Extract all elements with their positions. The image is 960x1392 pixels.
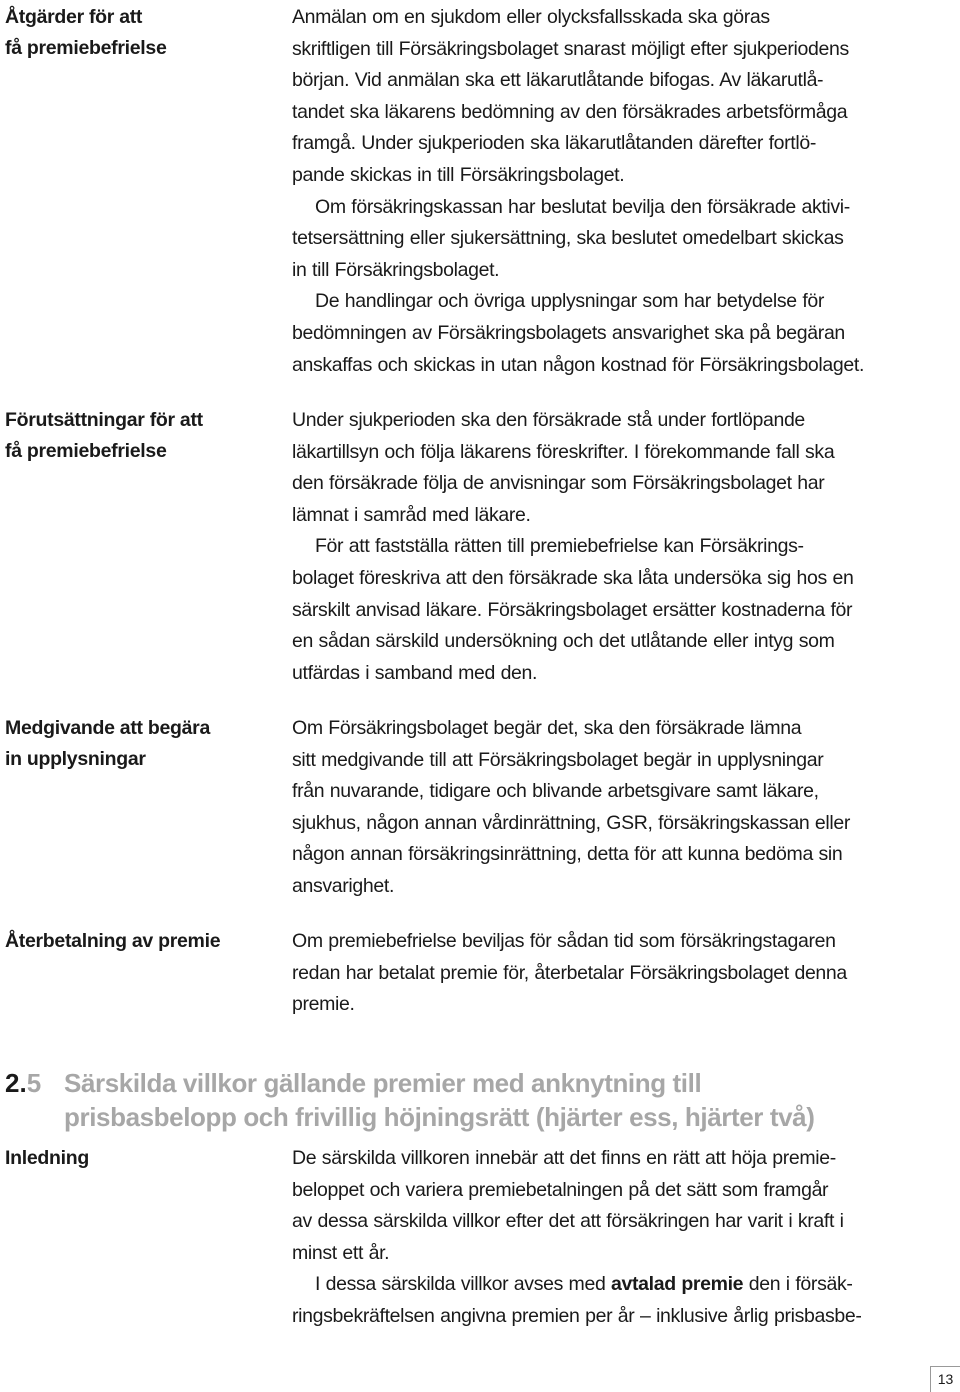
paragraph	[292, 1143, 932, 1269]
body-atgarder	[292, 2, 932, 381]
heading-line: Förutsättningar för att	[5, 409, 203, 431]
heading-line: få premiebefrielse	[5, 440, 167, 462]
text-line: av dessa särskilda villkor efter det att försäkringen har varit i kraft i	[292, 1210, 844, 1233]
text-line: De handlingar och övriga upplysningar som har betydelse för	[315, 290, 825, 313]
text-line: Om premiebefrielse beviljas för sådan tid som försäkringstagaren	[292, 930, 836, 952]
text-line	[292, 1269, 932, 1301]
text-line: framgå. Under sjukperioden ska läkarutlåtanden därefter fortlö-	[292, 132, 816, 155]
text-line: bolaget föreskriva att den försäkrade ska låta undersöka sig hos en	[292, 566, 854, 589]
section-title-line: Särskilda villkor gällande premier med anknytning till	[64, 1068, 702, 1098]
body-forutsattningar	[292, 405, 932, 689]
paragraph	[292, 2, 932, 192]
text-line: utfärdas i samband med den.	[292, 661, 538, 684]
section-number-suffix: 5	[26, 1068, 42, 1098]
heading-forutsattningar	[5, 405, 260, 467]
heading-line: Åtgärder för att	[5, 6, 143, 28]
paragraph	[292, 1269, 932, 1332]
text-line: bedömningen av Försäkringsbolagets ansvarighet ska på begäran	[292, 321, 845, 344]
text-run: I dessa särskilda villkor avses med	[315, 1273, 612, 1296]
heading-line: Återbetalning av premie	[5, 930, 221, 952]
text-line: De särskilda villkoren innebär att det finns en rätt att höja premie-	[292, 1147, 836, 1169]
text-line: ansvarighet.	[292, 874, 395, 897]
paragraph	[292, 926, 932, 1021]
text-line: en sådan särskild undersökning och det utlåtande eller intyg som	[292, 630, 835, 653]
body-aterbetalning	[292, 926, 932, 1021]
text-line: För att fastställa rätten till premiebefrielse kan Försäkrings-	[315, 535, 804, 558]
text-line: beloppet och variera premiebetalningen på det sätt som framgår	[292, 1178, 829, 1201]
heading-line: få premiebefrielse	[5, 37, 167, 59]
body-medgivande	[292, 713, 932, 903]
section-title-line: prisbasbelopp och frivillig höjningsrätt (hjärter ess, hjärter två)	[64, 1102, 815, 1132]
text-line: tetsersättning eller sjukersättning, ska beslutet omedelbart skickas	[292, 227, 844, 250]
text-line: läkartillsyn och följa läkarens föreskrifter. I förekommande fall ska	[292, 440, 835, 463]
text-line: särskilt anvisad läkare. Försäkringsbolaget ersätter kostnaderna för	[292, 598, 853, 621]
paragraph	[292, 192, 932, 287]
text-line: Om Försäkringsbolaget begär det, ska den försäkrade lämna	[292, 717, 802, 739]
text-line: tandet ska läkarens bedömning av den försäkrades arbetsförmåga	[292, 100, 848, 123]
text-line: Om försäkringskassan har beslutat bevilja den försäkrade aktivi-	[315, 195, 850, 218]
text-line: redan har betalat premie för, återbetalar Försäkringsbolaget denna	[292, 961, 847, 984]
text-line: pande skickas in till Försäkringsbolaget.	[292, 163, 625, 186]
text-line: Anmälan om en sjukdom eller olycksfallsskada ska göras	[292, 6, 770, 28]
text-line: ringsbekräftelsen angivna premien per år – inklusive årlig prisbasbe-	[292, 1304, 862, 1327]
text-line: lämnat i samråd med läkare.	[292, 503, 531, 526]
heading-aterbetalning	[5, 926, 260, 957]
page-number: 13	[930, 1366, 960, 1392]
text-line: sitt medgivande till att Försäkringsbolaget begär in upplysningar	[292, 748, 824, 771]
defined-term: avtalad premie	[611, 1273, 744, 1296]
paragraph	[292, 713, 932, 903]
text-line: från nuvarande, tidigare och blivande arbetsgivare samt läkare,	[292, 780, 819, 803]
text-line: den försäkrade följa de anvisningar som Försäkringsbolaget har	[292, 472, 825, 495]
text-line: in till Försäkringsbolaget.	[292, 258, 500, 281]
paragraph	[292, 286, 932, 381]
heading-inledning	[5, 1143, 260, 1174]
text-line: skriftligen till Försäkringsbolaget snarast möjligt efter sjukperiodens	[292, 37, 849, 60]
section-title	[64, 1066, 944, 1134]
text-run: den i försäk-	[743, 1273, 853, 1296]
text-line: premie.	[292, 993, 355, 1016]
text-line: Under sjukperioden ska den försäkrade stå under fortlöpande	[292, 409, 805, 431]
heading-line: Inledning	[5, 1147, 89, 1169]
text-line: anskaffas och skickas in utan någon kostnad för Försäkringsbolaget.	[292, 353, 865, 376]
section-number	[5, 1066, 41, 1100]
text-line: minst ett år.	[292, 1241, 390, 1264]
text-line: början. Vid anmälan ska ett läkarutlåtande bifogas. Av läkarutlå-	[292, 69, 824, 92]
text-line: någon annan försäkringsinrättning, detta för att kunna bedöma sin	[292, 843, 843, 866]
heading-atgarder	[5, 2, 260, 64]
heading-line: Medgivande att begära	[5, 717, 211, 739]
heading-medgivande	[5, 713, 260, 775]
text-line: sjukhus, någon annan vårdinrättning, GSR, försäkringskassan eller	[292, 811, 850, 834]
body-inledning	[292, 1143, 932, 1333]
paragraph	[292, 531, 932, 689]
heading-line: in upplysningar	[5, 748, 146, 770]
paragraph	[292, 405, 932, 531]
section-number-prefix: 2.	[5, 1068, 27, 1098]
